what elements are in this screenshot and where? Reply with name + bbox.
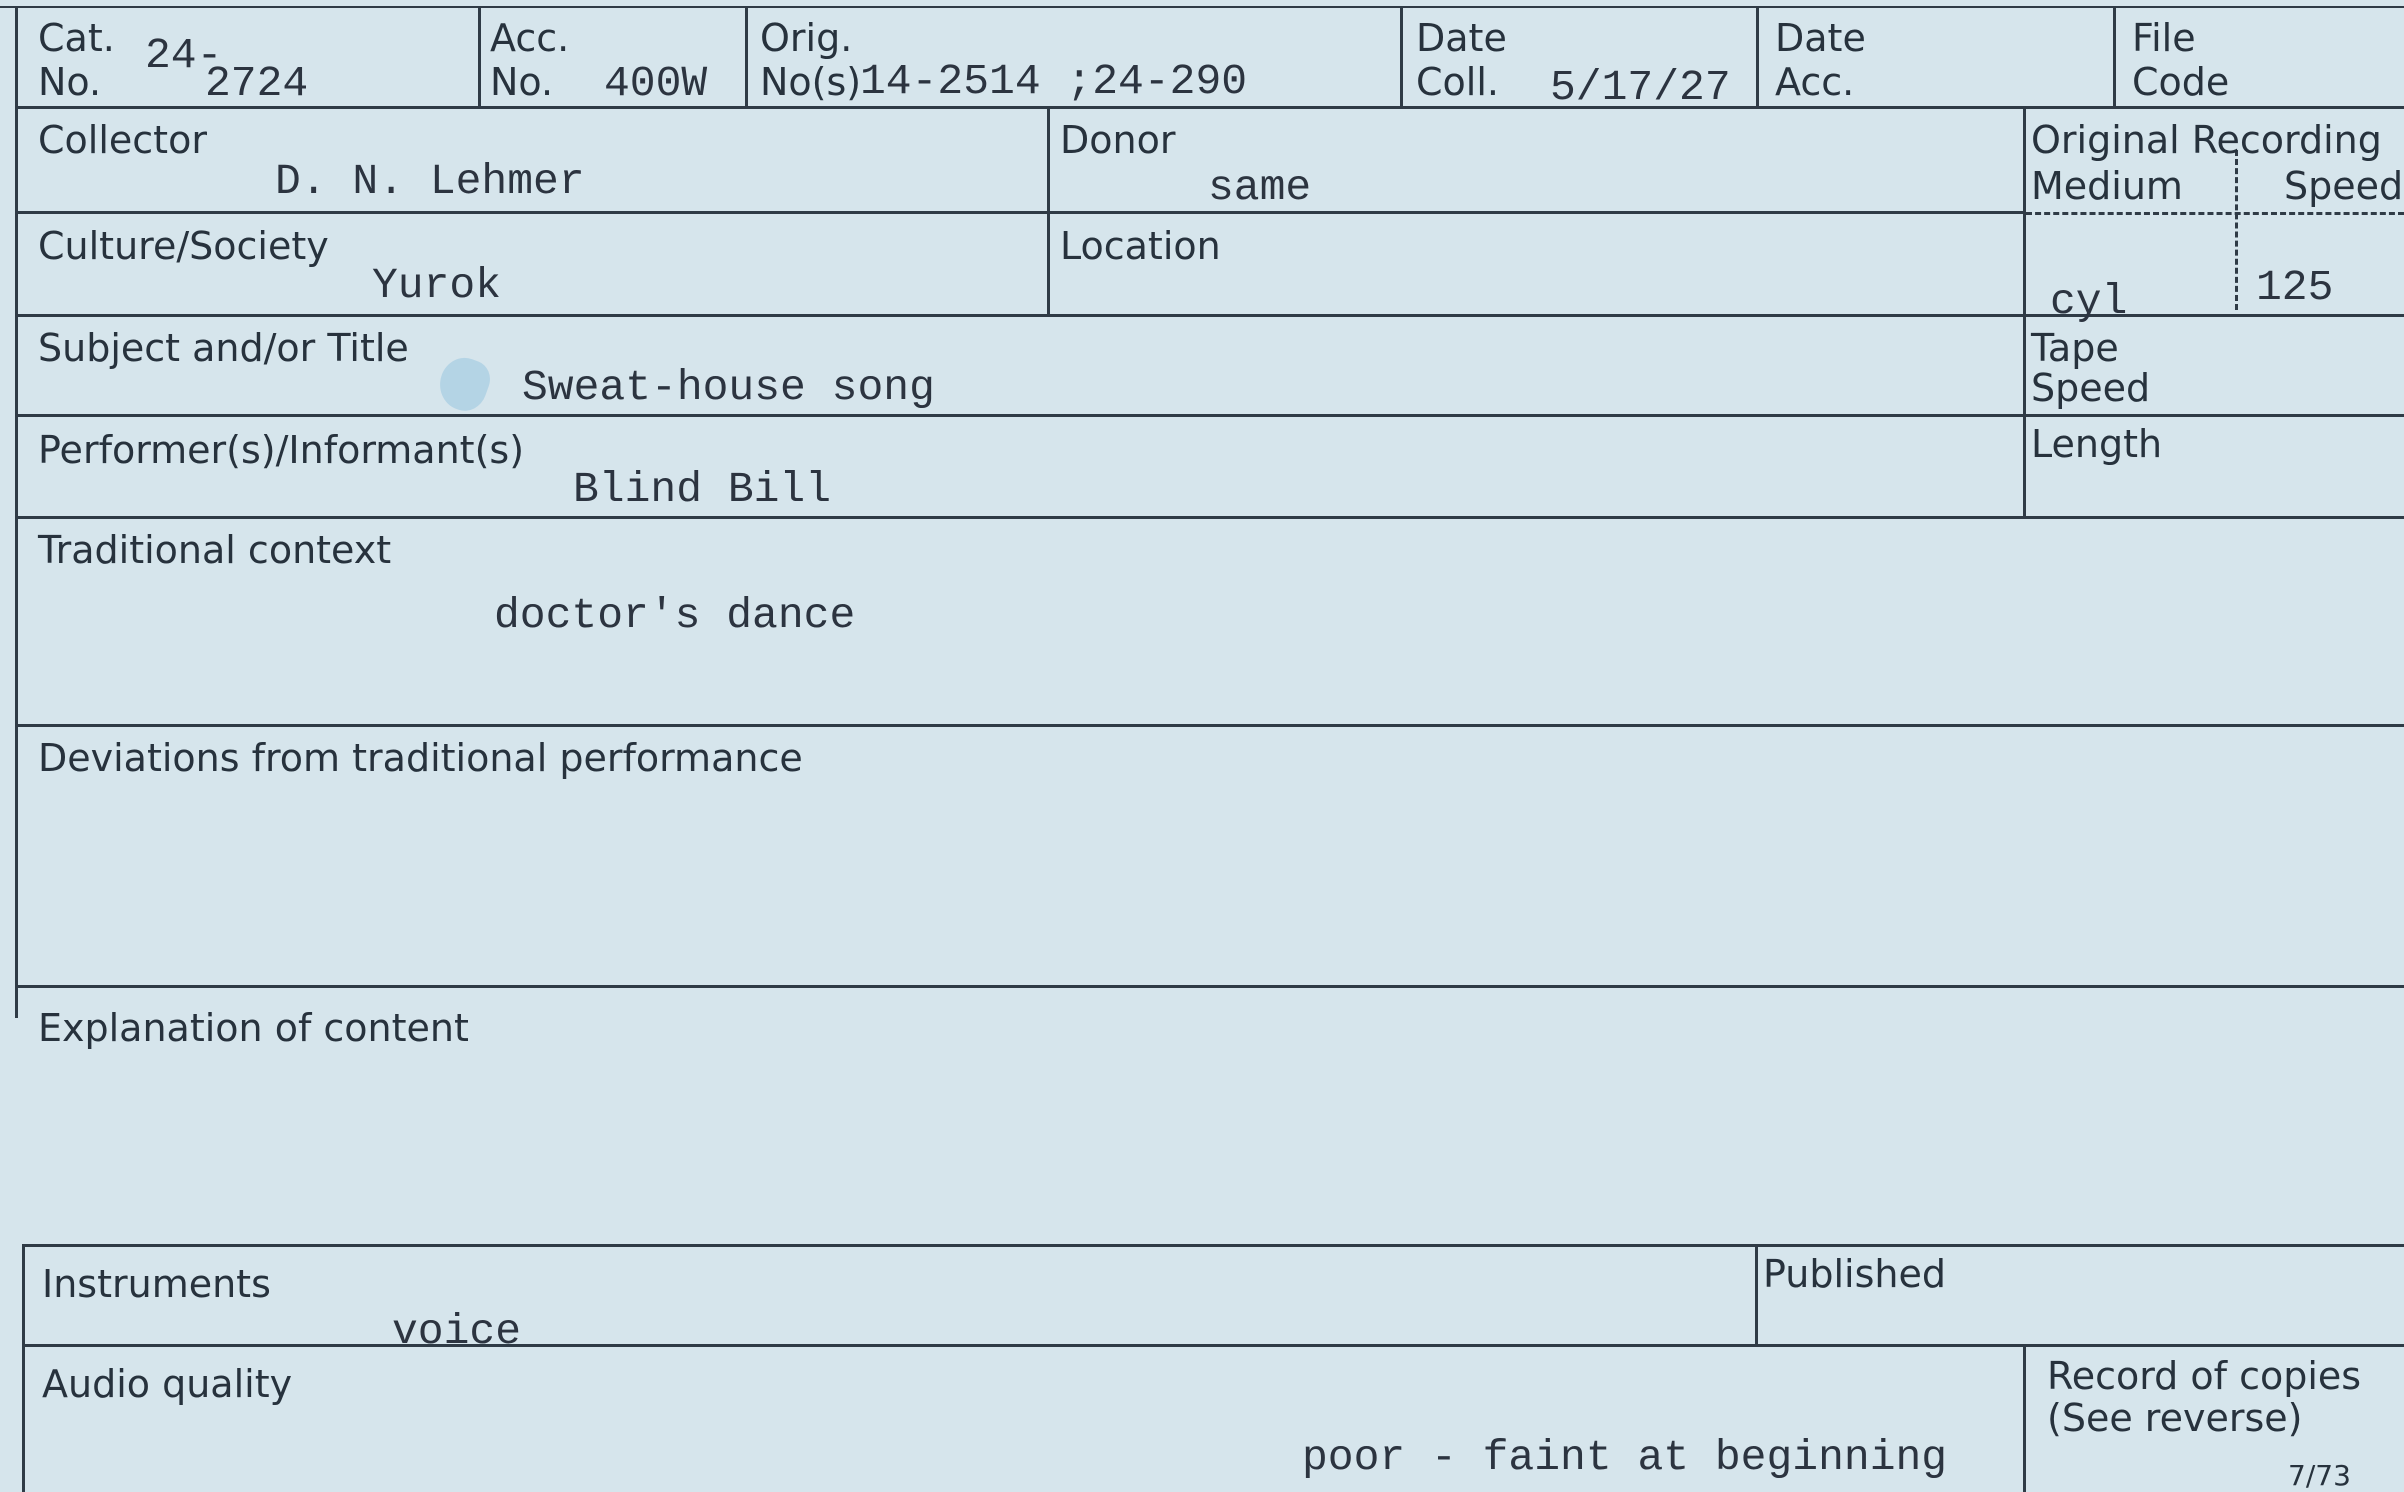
donor-label: Donor [1060, 118, 1176, 162]
orig-label-bottom: No(s) [760, 60, 862, 104]
left-edge-line [22, 1244, 25, 1346]
left-edge-line [22, 1344, 25, 1492]
speed-value: 125 [2256, 263, 2334, 312]
top-edge-line [0, 6, 2404, 8]
row-divider-5 [15, 516, 2404, 519]
culture-value: Yurok [372, 261, 502, 310]
subject-value: Sweat-house song [522, 363, 935, 412]
col-divider [15, 6, 18, 106]
audio-quality-value: poor - faint at beginning [1302, 1433, 1948, 1482]
row-divider-7 [15, 985, 2404, 988]
performer-label: Performer(s)/Informant(s) [38, 428, 525, 472]
row-divider-9 [22, 1344, 2404, 1347]
culture-label: Culture/Society [38, 224, 329, 268]
form-revision-code: 7/73 [2288, 1459, 2351, 1492]
left-edge-line [15, 106, 18, 1018]
date-acc-label-bottom: Acc. [1775, 60, 1855, 104]
speed-label: Speed [2284, 164, 2404, 208]
date-coll-label-bottom: Coll. [1416, 60, 1499, 104]
length-label: Length [2031, 422, 2163, 466]
date-coll-label-top: Date [1416, 16, 1507, 60]
subject-label: Subject and/or Title [38, 326, 409, 370]
explanation-label: Explanation of content [38, 1006, 469, 1050]
deviations-label: Deviations from traditional performance [38, 736, 803, 780]
donor-value: same [1208, 163, 1312, 212]
orig-label-top: Orig. [760, 16, 853, 60]
instruments-label: Instruments [42, 1262, 271, 1306]
date-acc-label-top: Date [1775, 16, 1866, 60]
row-divider-1 [15, 106, 2404, 109]
cat-label-top: Cat. [38, 16, 115, 60]
date-collected: 5/17/27 [1550, 63, 1731, 112]
row-divider-4 [15, 414, 2404, 417]
row-divider-8 [22, 1244, 2404, 1247]
col-divider [1756, 6, 1759, 106]
acc-number: 400W [604, 59, 708, 108]
col-divider [745, 6, 748, 106]
col-divider [2023, 106, 2026, 518]
instruments-value: voice [392, 1307, 522, 1356]
medium-value: cyl [2050, 277, 2128, 326]
tape-speed-label-bottom: Speed [2031, 366, 2151, 410]
cat-number: 2724 [205, 59, 309, 108]
ink-smudge [433, 351, 496, 416]
see-reverse-note: (See reverse) [2047, 1396, 2303, 1440]
col-divider [2113, 6, 2116, 106]
traditional-context-label: Traditional context [38, 528, 392, 572]
col-divider [1755, 1244, 1758, 1346]
col-divider [2023, 1344, 2026, 1492]
original-recording-label: Original Recording [2031, 118, 2382, 162]
cat-label-bottom: No. [38, 60, 102, 104]
col-divider [478, 6, 481, 106]
collector-label: Collector [38, 118, 207, 162]
record-of-copies-label: Record of copies [2047, 1354, 2362, 1398]
row-divider-3 [15, 314, 2404, 317]
acc-label-bottom: No. [490, 60, 554, 104]
row-divider-6 [15, 724, 2404, 727]
medium-speed-dashed-divider [2235, 150, 2238, 310]
collector-value: D. N. Lehmer [275, 157, 585, 206]
acc-label-top: Acc. [490, 16, 570, 60]
published-label: Published [1763, 1252, 1946, 1296]
performer-value: Blind Bill [573, 465, 832, 514]
file-code-label-top: File [2132, 16, 2196, 60]
audio-quality-label: Audio quality [42, 1362, 293, 1406]
traditional-context-value: doctor's dance [494, 591, 856, 640]
tape-speed-label-top: Tape [2031, 326, 2119, 370]
location-label: Location [1060, 224, 1221, 268]
row-divider-2 [15, 211, 2023, 214]
col-divider [1400, 6, 1403, 106]
file-code-label-bottom: Code [2132, 60, 2230, 104]
recording-dashed-line [2026, 212, 2404, 215]
cat-prefix: 24- [145, 31, 223, 80]
medium-label: Medium [2031, 164, 2183, 208]
orig-numbers: 14-2514 ;24-290 [860, 57, 1248, 106]
